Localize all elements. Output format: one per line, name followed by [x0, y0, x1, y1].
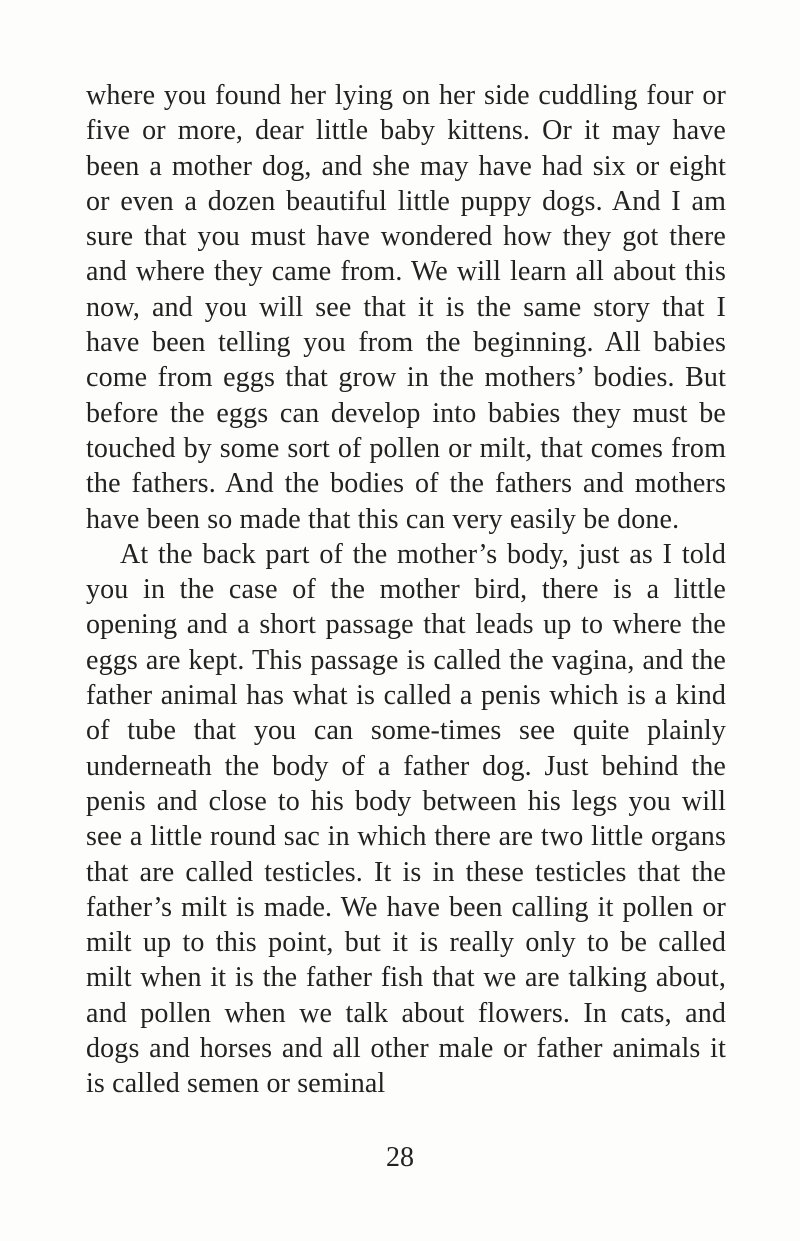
- paragraph-2: At the back part of the mother’s body, just as I told you in the case of the mother bird, there is a little opening and a short passage that leads up to where the eggs are kept. This passage is called the vagina, and the father animal has what is called a penis which is a kind of tube that you can some-times see quite plainly underneath the body of a father dog. Just behind the penis and close to his body between his legs you will see a little round sac in which there are two little organs that are called testicles. It is in these testicles that the father’s milt is made. We have been calling it pollen or milt up to this point, but it is really only to be called milt when it is the father fish that we are talking about, and pollen when we talk about flowers. In cats, and dogs and horses and all other male or father animals it is called semen or seminal: [86, 538, 726, 1100]
- page-number: 28: [386, 1142, 414, 1173]
- paragraph-1: where you found her lying on her side cuddling four or five or more, dear little baby kittens. Or it may have been a mother dog, and she may have had six or eight or even a dozen beautiful little puppy dogs. And I am sure that you must have wondered how they got there and where they came from. We will learn all about this now, and you will see that it is the same story that I have been telling you from the beginning. All babies come from eggs that grow in the mothers’ bodies. But before the eggs can develop into babies they must be touched by some sort of pollen or milt, that comes from the fathers. And the bodies of the fathers and mothers have been so made that this can very easily be done.: [86, 80, 726, 535]
- page-body: [86, 78, 726, 1102]
